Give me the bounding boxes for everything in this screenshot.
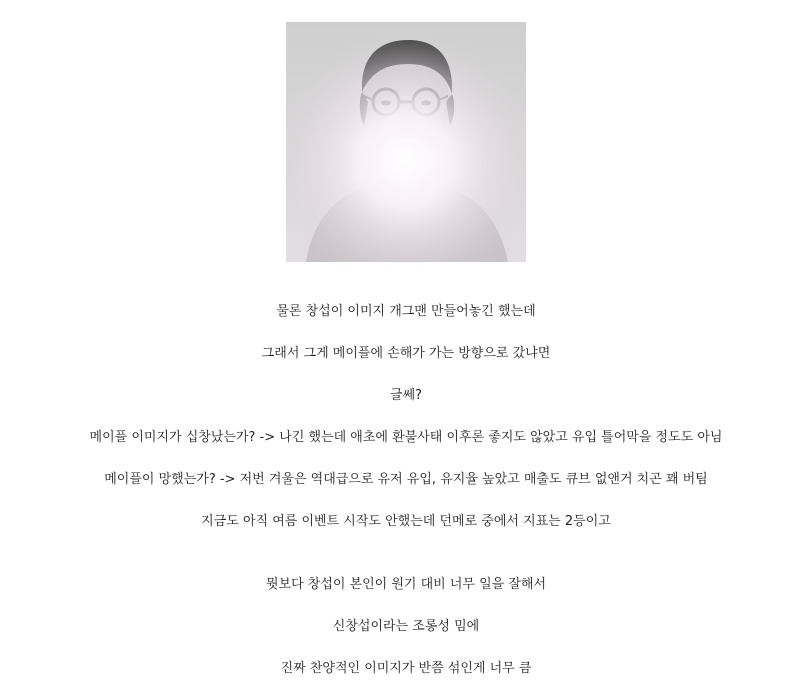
- post-line-9: 진짜 찬양적인 이미지가 반쯤 섞인게 너무 큼: [280, 661, 532, 676]
- post-line-4: 메이플 이미지가 십창났는가? -> 나긴 했는데 애초에 환불사태 이후론 좋지도 않았고 유입 틀어막을 정도도 아님: [89, 430, 723, 445]
- post-line-6: 지금도 아직 여름 이벤트 시작도 안했는데 던메로 중에서 지표는 2등이고: [201, 514, 611, 529]
- post-line-1: 물론 창섭이 이미지 개그맨 만들어놓긴 했는데: [276, 304, 536, 319]
- person-photo-image: [286, 22, 526, 262]
- post-photo: [286, 22, 526, 262]
- post-line-2: 그래서 그게 메이플에 손해가 가는 방향으로 갔냐면: [261, 346, 551, 361]
- post-line-3: 글쎄?: [389, 388, 423, 403]
- post-line-5: 메이플이 망했는가? -> 저번 겨울은 역대급으로 유저 유입, 유지율 높았고 매출도 큐브 없앤거 치곤 꽤 버팀: [104, 472, 708, 487]
- post-line-8: 신창섭이라는 조롱성 밈에: [332, 619, 480, 634]
- post-line-7: 뭣보다 창섭이 본인이 원기 대비 너무 일을 잘해서: [265, 577, 547, 592]
